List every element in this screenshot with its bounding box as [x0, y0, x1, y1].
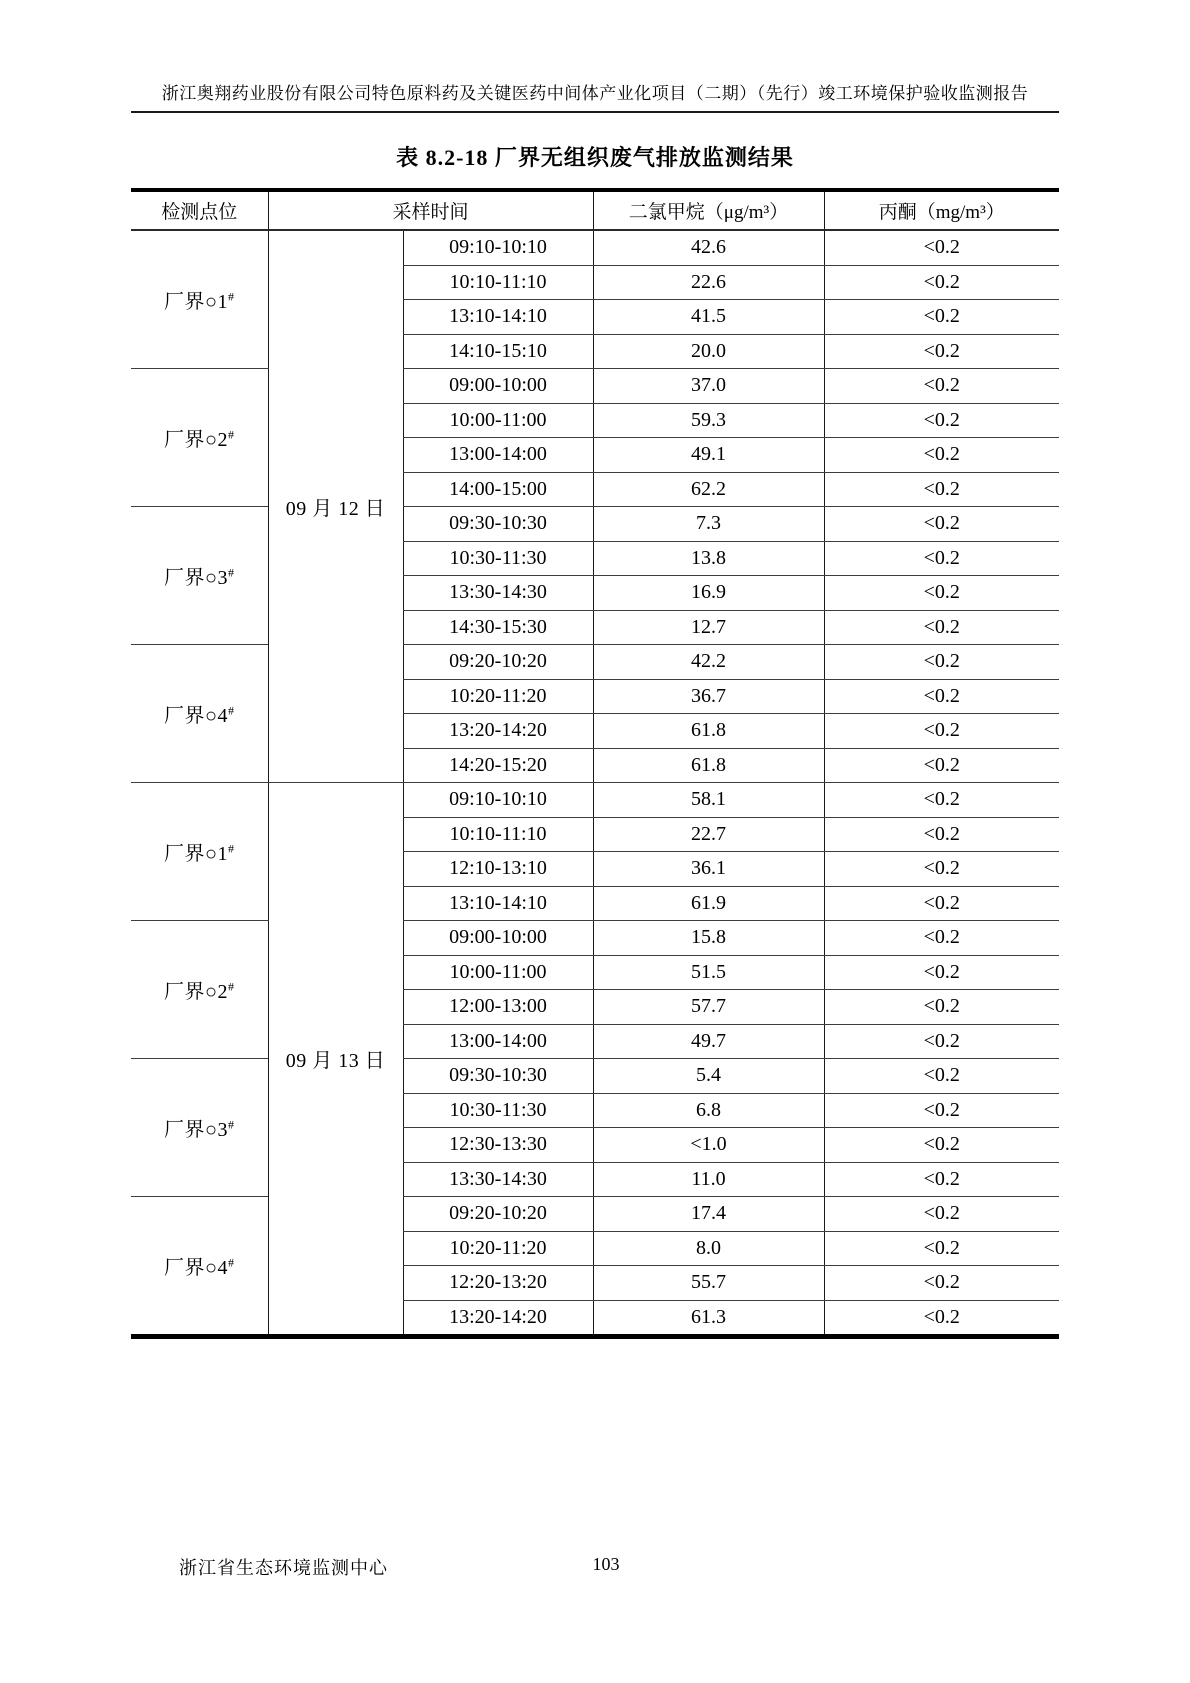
time-range-cell: 09:10-10:10: [403, 230, 593, 265]
running-header: 浙江奥翔药业股份有限公司特色原料药及关键医药中间体产业化项目（二期）（先行）竣工环境保护验收监测报告: [131, 79, 1059, 113]
acetone-value-cell: <0.2: [824, 265, 1059, 300]
site-superscript: #: [228, 565, 235, 580]
acetone-value-cell: <0.2: [824, 334, 1059, 369]
time-range-cell: 12:20-13:20: [403, 1266, 593, 1301]
time-range-cell: 13:00-14:00: [403, 1024, 593, 1059]
site-cell: [131, 921, 268, 1059]
sampling-date-cell: 09 月 12 日: [268, 230, 403, 783]
footer-page-number: 103: [592, 1554, 620, 1574]
time-range-cell: 10:30-11:30: [403, 1093, 593, 1128]
acetone-value-cell: <0.2: [824, 783, 1059, 818]
acetone-value-cell: <0.2: [824, 1059, 1059, 1094]
dichloromethane-value-cell: 59.3: [593, 403, 824, 438]
acetone-value-cell: <0.2: [824, 1128, 1059, 1163]
site-label: 厂界○2: [163, 429, 229, 451]
dichloromethane-value-cell: 16.9: [593, 576, 824, 611]
site-cell: [131, 507, 268, 645]
site-label: 厂界○4: [163, 705, 229, 727]
acetone-value-cell: <0.2: [824, 403, 1059, 438]
monitoring-results-table: [131, 188, 1059, 1339]
site-cell: [131, 230, 268, 369]
acetone-value-cell: <0.2: [824, 645, 1059, 680]
dichloromethane-value-cell: 13.8: [593, 541, 824, 576]
site-cell: [131, 369, 268, 507]
time-range-cell: 14:20-15:20: [403, 748, 593, 783]
site-superscript: #: [228, 1255, 235, 1270]
acetone-value-cell: <0.2: [824, 990, 1059, 1025]
dichloromethane-value-cell: 22.6: [593, 265, 824, 300]
time-range-cell: 14:10-15:10: [403, 334, 593, 369]
acetone-value-cell: <0.2: [824, 576, 1059, 611]
dichloromethane-value-cell: 51.5: [593, 955, 824, 990]
acetone-value-cell: <0.2: [824, 438, 1059, 473]
acetone-value-cell: <0.2: [824, 1300, 1059, 1337]
dichloromethane-value-cell: 55.7: [593, 1266, 824, 1301]
acetone-value-cell: <0.2: [824, 1162, 1059, 1197]
time-range-cell: 10:10-11:10: [403, 817, 593, 852]
column-header-dichloromethane: 二氯甲烷（μg/m³）: [593, 190, 824, 230]
dichloromethane-value-cell: 36.7: [593, 679, 824, 714]
time-range-cell: 12:30-13:30: [403, 1128, 593, 1163]
acetone-value-cell: <0.2: [824, 1266, 1059, 1301]
column-header-site: 检测点位: [131, 190, 268, 230]
site-superscript: #: [228, 1117, 235, 1132]
time-range-cell: 09:00-10:00: [403, 921, 593, 956]
dichloromethane-value-cell: 36.1: [593, 852, 824, 887]
site-cell: [131, 1059, 268, 1197]
acetone-value-cell: <0.2: [824, 230, 1059, 265]
site-superscript: #: [228, 979, 235, 994]
time-range-cell: 09:30-10:30: [403, 1059, 593, 1094]
dichloromethane-value-cell: 49.1: [593, 438, 824, 473]
acetone-value-cell: <0.2: [824, 955, 1059, 990]
acetone-value-cell: <0.2: [824, 679, 1059, 714]
site-label: 厂界○1: [163, 291, 229, 313]
acetone-value-cell: <0.2: [824, 714, 1059, 749]
time-range-cell: 14:00-15:00: [403, 472, 593, 507]
table-row: [131, 783, 1059, 818]
acetone-value-cell: <0.2: [824, 852, 1059, 887]
dichloromethane-value-cell: 61.3: [593, 1300, 824, 1337]
time-range-cell: 10:00-11:00: [403, 955, 593, 990]
site-label: 厂界○3: [163, 1119, 229, 1141]
time-range-cell: 09:20-10:20: [403, 1197, 593, 1232]
footer-organization: 浙江省生态环境监测中心: [179, 1558, 388, 1578]
dichloromethane-value-cell: 15.8: [593, 921, 824, 956]
site-label: 厂界○3: [163, 567, 229, 589]
dichloromethane-value-cell: 37.0: [593, 369, 824, 404]
column-header-sampling-time: 采样时间: [268, 190, 593, 230]
time-range-cell: 13:00-14:00: [403, 438, 593, 473]
dichloromethane-value-cell: 5.4: [593, 1059, 824, 1094]
dichloromethane-value-cell: 11.0: [593, 1162, 824, 1197]
site-superscript: #: [228, 841, 235, 856]
dichloromethane-value-cell: <1.0: [593, 1128, 824, 1163]
acetone-value-cell: <0.2: [824, 1024, 1059, 1059]
time-range-cell: 09:20-10:20: [403, 645, 593, 680]
acetone-value-cell: <0.2: [824, 610, 1059, 645]
dichloromethane-value-cell: 12.7: [593, 610, 824, 645]
time-range-cell: 13:20-14:20: [403, 1300, 593, 1337]
time-range-cell: 13:20-14:20: [403, 714, 593, 749]
time-range-cell: 09:30-10:30: [403, 507, 593, 542]
dichloromethane-value-cell: 61.8: [593, 714, 824, 749]
time-range-cell: 10:10-11:10: [403, 265, 593, 300]
time-range-cell: 13:10-14:10: [403, 886, 593, 921]
sampling-date-cell: 09 月 13 日: [268, 783, 403, 1337]
acetone-value-cell: <0.2: [824, 507, 1059, 542]
time-range-cell: 14:30-15:30: [403, 610, 593, 645]
dichloromethane-value-cell: 7.3: [593, 507, 824, 542]
dichloromethane-value-cell: 61.9: [593, 886, 824, 921]
site-label: 厂界○4: [163, 1257, 229, 1279]
time-range-cell: 12:10-13:10: [403, 852, 593, 887]
dichloromethane-value-cell: 61.8: [593, 748, 824, 783]
site-superscript: #: [228, 289, 235, 304]
acetone-value-cell: <0.2: [824, 1197, 1059, 1232]
dichloromethane-value-cell: 49.7: [593, 1024, 824, 1059]
table-row: [131, 230, 1059, 265]
dichloromethane-value-cell: 20.0: [593, 334, 824, 369]
site-label: 厂界○2: [163, 981, 229, 1003]
time-range-cell: 10:00-11:00: [403, 403, 593, 438]
site-superscript: #: [228, 427, 235, 442]
dichloromethane-value-cell: 6.8: [593, 1093, 824, 1128]
dichloromethane-value-cell: 22.7: [593, 817, 824, 852]
acetone-value-cell: <0.2: [824, 1231, 1059, 1266]
time-range-cell: 13:30-14:30: [403, 576, 593, 611]
acetone-value-cell: <0.2: [824, 1093, 1059, 1128]
time-range-cell: 12:00-13:00: [403, 990, 593, 1025]
acetone-value-cell: <0.2: [824, 886, 1059, 921]
time-range-cell: 13:10-14:10: [403, 300, 593, 335]
dichloromethane-value-cell: 17.4: [593, 1197, 824, 1232]
table-title: 表 8.2-18 厂界无组织废气排放监测结果: [396, 145, 794, 170]
time-range-cell: 10:20-11:20: [403, 1231, 593, 1266]
site-cell: [131, 645, 268, 783]
dichloromethane-value-cell: 8.0: [593, 1231, 824, 1266]
site-cell: [131, 1197, 268, 1337]
acetone-value-cell: <0.2: [824, 472, 1059, 507]
dichloromethane-value-cell: 57.7: [593, 990, 824, 1025]
acetone-value-cell: <0.2: [824, 921, 1059, 956]
dichloromethane-value-cell: 58.1: [593, 783, 824, 818]
time-range-cell: 13:30-14:30: [403, 1162, 593, 1197]
time-range-cell: 10:30-11:30: [403, 541, 593, 576]
dichloromethane-value-cell: 42.6: [593, 230, 824, 265]
acetone-value-cell: <0.2: [824, 541, 1059, 576]
acetone-value-cell: <0.2: [824, 300, 1059, 335]
dichloromethane-value-cell: 42.2: [593, 645, 824, 680]
dichloromethane-value-cell: 41.5: [593, 300, 824, 335]
column-header-acetone: 丙酮（mg/m³）: [824, 190, 1059, 230]
time-range-cell: 09:10-10:10: [403, 783, 593, 818]
acetone-value-cell: <0.2: [824, 817, 1059, 852]
site-label: 厂界○1: [163, 843, 229, 865]
acetone-value-cell: <0.2: [824, 369, 1059, 404]
site-superscript: #: [228, 703, 235, 718]
site-cell: [131, 783, 268, 921]
time-range-cell: 10:20-11:20: [403, 679, 593, 714]
table-header-row: [131, 190, 1059, 230]
time-range-cell: 09:00-10:00: [403, 369, 593, 404]
dichloromethane-value-cell: 62.2: [593, 472, 824, 507]
acetone-value-cell: <0.2: [824, 748, 1059, 783]
